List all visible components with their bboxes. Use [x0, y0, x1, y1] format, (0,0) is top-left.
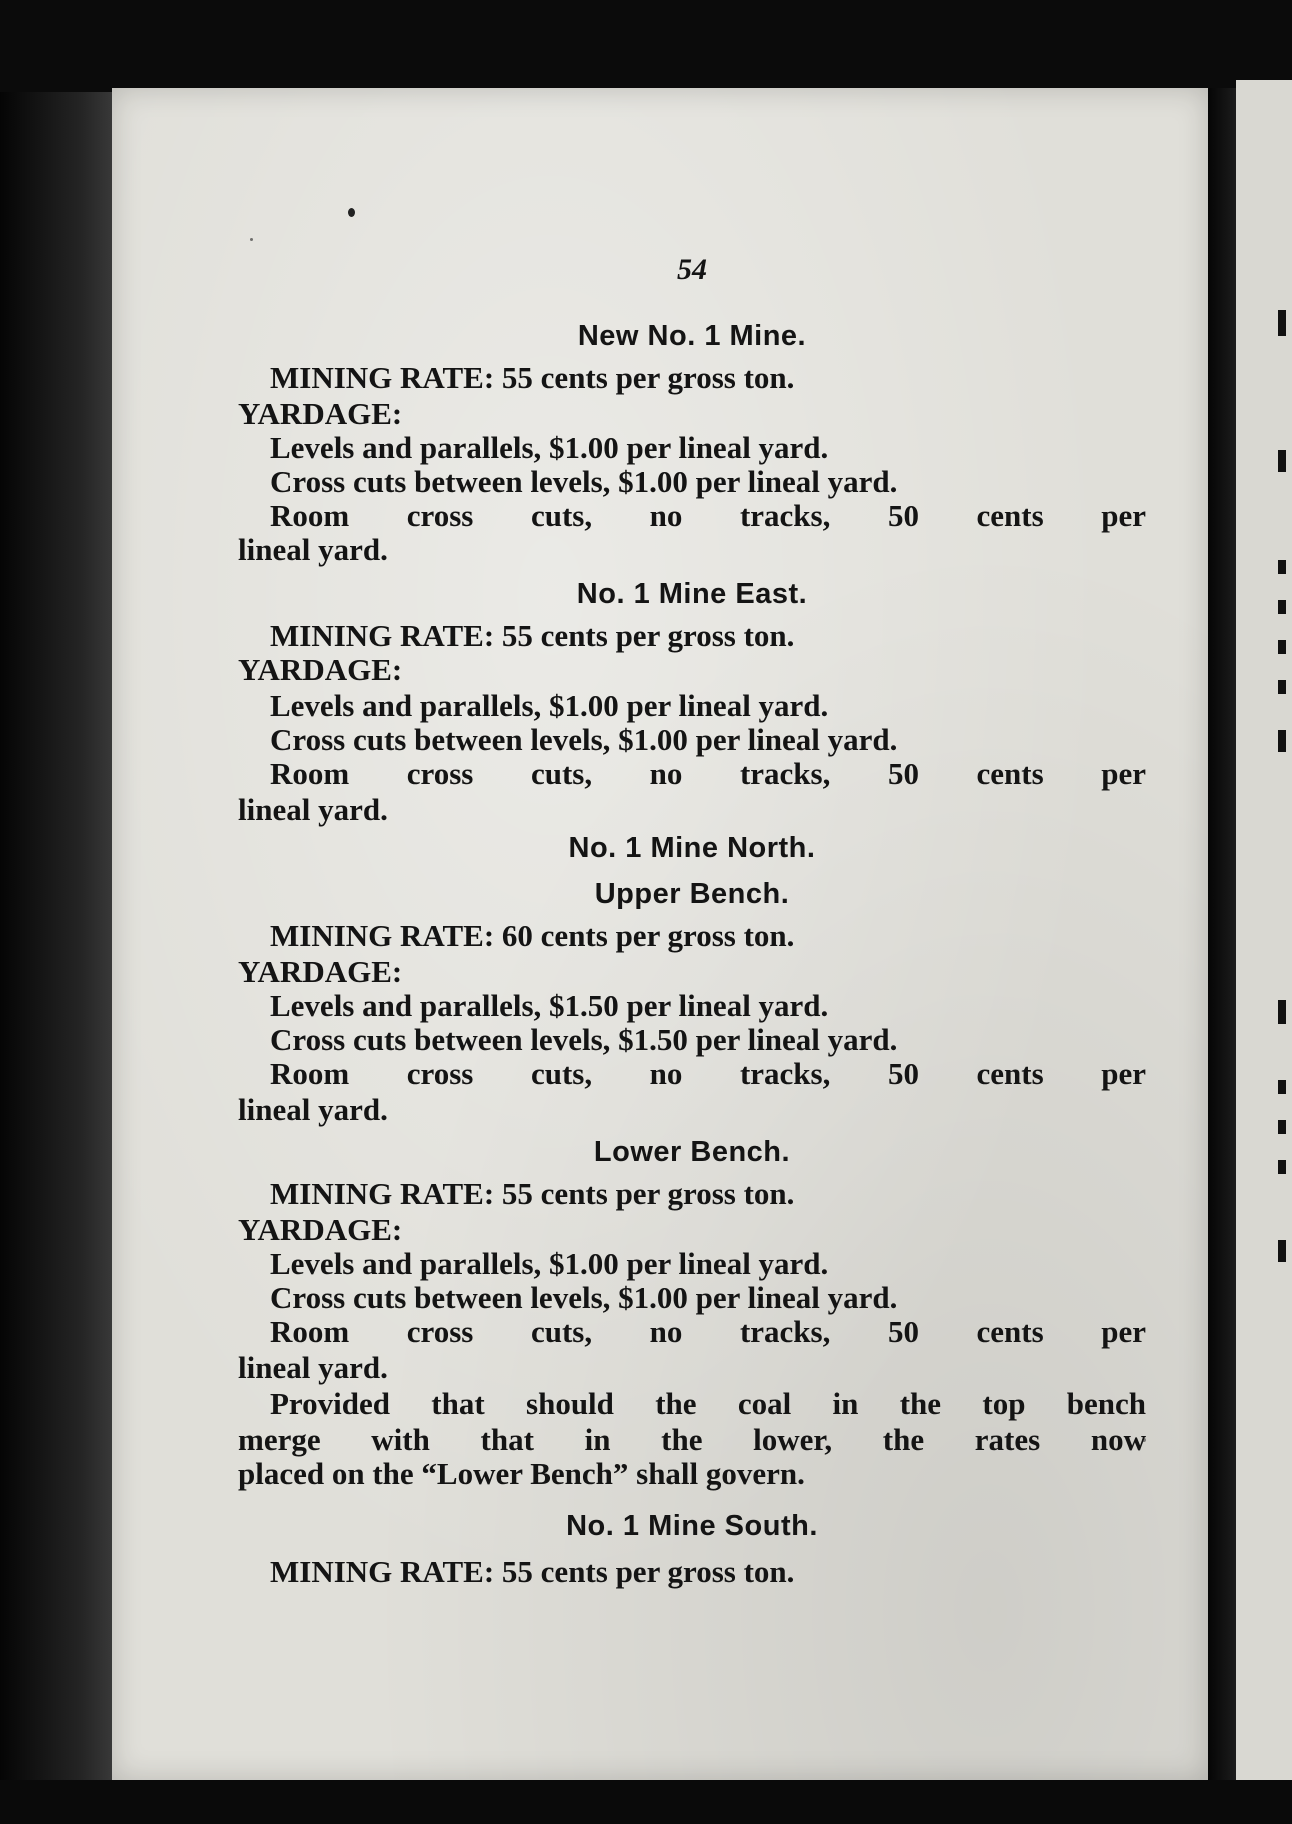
adjacent-page-glyph [1278, 600, 1286, 614]
yardage-item-continuation: lineal yard. [238, 1350, 388, 1385]
adjacent-page-glyph [1278, 560, 1286, 574]
proviso-line: Provided that should the coal in the top bench [270, 1386, 1146, 1421]
yardage-item: Levels and parallels, $1.00 per lineal yard. [270, 1246, 829, 1281]
section-heading-no-1-mine-east: No. 1 Mine East. [576, 578, 808, 610]
adjacent-page-glyph [1278, 1000, 1286, 1024]
mining-rate-line: MINING RATE: 55 cents per gross ton. [270, 618, 795, 653]
yardage-label: YARDAGE: [238, 954, 403, 989]
yardage-item: Room cross cuts, no tracks, 50 cents per [270, 1056, 1146, 1091]
yardage-item-continuation: lineal yard. [238, 792, 388, 827]
yardage-label: YARDAGE: [238, 396, 403, 431]
yardage-item: Room cross cuts, no tracks, 50 cents per [270, 498, 1146, 533]
scan-top-strip [0, 0, 1292, 92]
yardage-item: Levels and parallels, $1.00 per lineal yard. [270, 688, 829, 723]
subheading-upper-bench: Upper Bench. [594, 878, 790, 910]
adjacent-page-glyph [1278, 1240, 1286, 1262]
yardage-item: Cross cuts between levels, $1.50 per lineal yard. [270, 1022, 898, 1057]
dust-speck [250, 238, 253, 241]
yardage-item-continuation: lineal yard. [238, 532, 388, 567]
adjacent-page-glyph [1278, 640, 1286, 654]
section-heading-no-1-mine-north: No. 1 Mine North. [568, 832, 816, 864]
scan-left-margin [0, 0, 115, 1824]
yardage-item: Room cross cuts, no tracks, 50 cents per [270, 756, 1146, 791]
adjacent-page-glyph [1278, 730, 1286, 752]
yardage-item: Levels and parallels, $1.00 per lineal yard. [270, 430, 829, 465]
yardage-label: YARDAGE: [238, 1212, 403, 1247]
yardage-item: Room cross cuts, no tracks, 50 cents per [270, 1314, 1146, 1349]
proviso-line: merge with that in the lower, the rates now [238, 1422, 1146, 1457]
yardage-item: Cross cuts between levels, $1.00 per lineal yard. [270, 1280, 898, 1315]
scan-bottom-strip [0, 1780, 1292, 1824]
proviso-line: placed on the “Lower Bench” shall govern. [238, 1456, 805, 1491]
adjacent-page-glyph [1278, 310, 1286, 336]
mining-rate-line: MINING RATE: 55 cents per gross ton. [270, 1554, 795, 1589]
yardage-item-continuation: lineal yard. [238, 1092, 388, 1127]
adjacent-page-glyph [1278, 680, 1286, 694]
dust-speck [348, 208, 355, 217]
adjacent-page-glyph [1278, 1120, 1286, 1134]
yardage-label: YARDAGE: [238, 652, 403, 687]
yardage-item: Cross cuts between levels, $1.00 per lineal yard. [270, 464, 898, 499]
yardage-item: Cross cuts between levels, $1.00 per lineal yard. [270, 722, 898, 757]
subheading-lower-bench: Lower Bench. [593, 1136, 791, 1168]
adjacent-page-edge [1236, 80, 1292, 1780]
section-heading-no-1-mine-south: No. 1 Mine South. [566, 1510, 818, 1542]
mining-rate-line: MINING RATE: 60 cents per gross ton. [270, 918, 795, 953]
adjacent-page-glyph [1278, 1160, 1286, 1174]
adjacent-page-glyph [1278, 1080, 1286, 1094]
yardage-item: Levels and parallels, $1.50 per lineal yard. [270, 988, 829, 1023]
mining-rate-line: MINING RATE: 55 cents per gross ton. [270, 360, 795, 395]
section-heading-new-no-1-mine: New No. 1 Mine. [577, 320, 807, 352]
page-gutter [1208, 88, 1236, 1780]
page-number: 54 [677, 253, 707, 286]
mining-rate-line: MINING RATE: 55 cents per gross ton. [270, 1176, 795, 1211]
adjacent-page-glyph [1278, 450, 1286, 472]
